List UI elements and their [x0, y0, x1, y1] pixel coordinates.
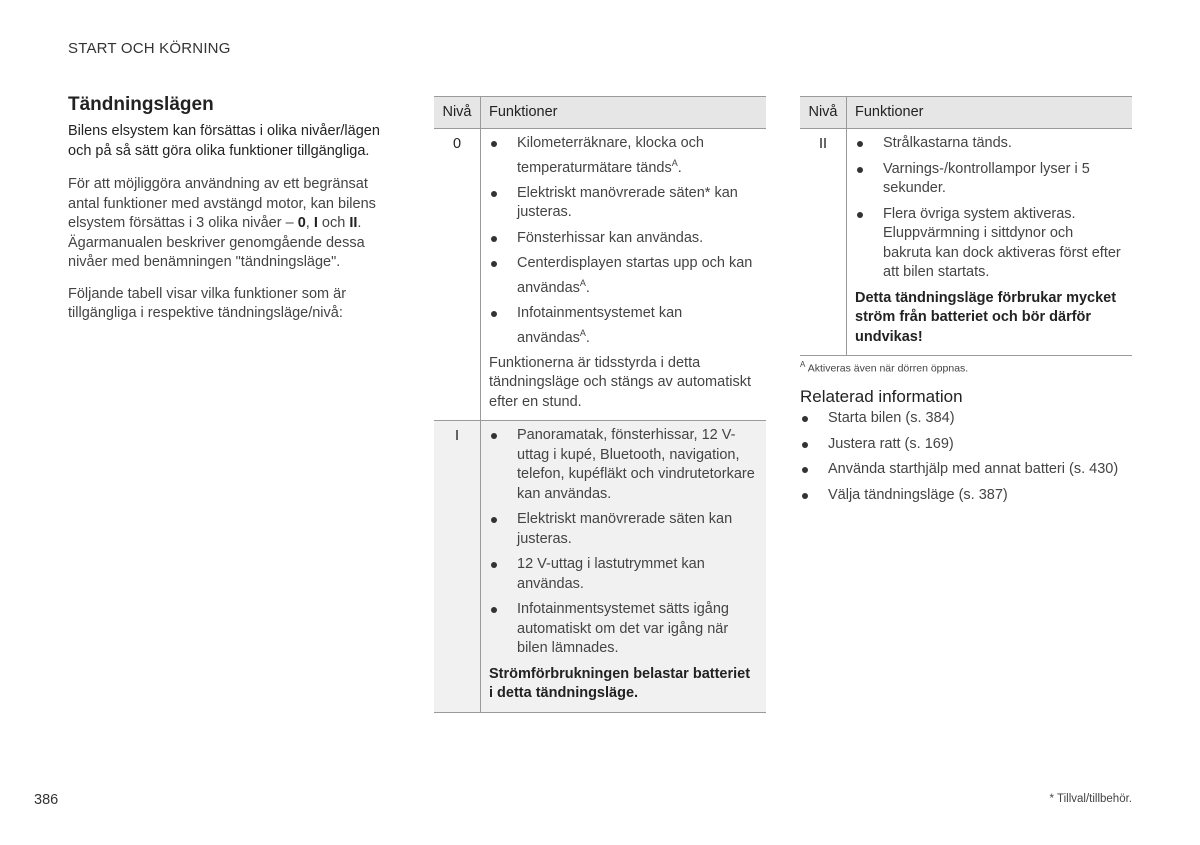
footnote-mark: A [579, 277, 586, 288]
level-2-label: II [349, 215, 358, 231]
level-cell: I [434, 421, 481, 713]
footnote-mark: A [579, 327, 586, 338]
intro-paragraph-2: Följande tabell visar vilka funktioner som är tillgängliga i respektive tändningsläge/nivå: [68, 285, 347, 321]
table-header-row [800, 97, 1132, 129]
item-text: 12 V-uttag i lastutrymmet kan användas. [517, 556, 705, 592]
intro-paragraph-1 [68, 175, 398, 273]
footnote-mark: A [800, 360, 806, 369]
item-text: Elektriskt manövrerade säten kan justeras. [517, 511, 733, 547]
related-information [800, 387, 1132, 511]
item-end: . [585, 329, 590, 346]
item-end: . [677, 159, 682, 176]
related-link[interactable]: Justera ratt (s. 169) [800, 435, 1132, 455]
list-item [489, 304, 758, 348]
item-text: Kilometerräknare, klocka och temperaturmätare tänds [517, 135, 704, 176]
item-text: Elektriskt manövrerade säten* kan justeras. [517, 184, 738, 221]
item-text: Centerdisplayen startas upp och kan användas [517, 255, 753, 296]
intro-column [68, 94, 398, 336]
list-item [489, 134, 758, 178]
item-text: Varnings-/kontrollampor lyser i 5 sekunder. [883, 160, 1090, 196]
column-header-functions: Funktioner [481, 97, 767, 129]
list-item [489, 184, 758, 223]
item-text: Infotainmentsystemet kan användas [517, 305, 683, 346]
level-cell: II [800, 129, 847, 356]
list-item [855, 205, 1124, 283]
list-item [489, 600, 758, 659]
related-link[interactable]: Starta bilen (s. 384) [800, 409, 1132, 429]
ignition-table-2 [800, 96, 1132, 356]
table-row [434, 421, 766, 713]
function-list [855, 134, 1124, 283]
related-link[interactable]: Använda starthjälp med annat batteri (s. 430) [800, 460, 1132, 480]
page-title: Tändningslägen [68, 94, 214, 115]
list-item [855, 160, 1124, 199]
item-text: Flera övriga system aktiveras. Eluppvärmning i sittdynor och bakruta kan dock aktiveras först efter att bilen startats. [883, 205, 1121, 280]
option-note: * Tillval/tillbehör. [1049, 793, 1132, 805]
function-list [489, 134, 758, 348]
item-end: . [585, 279, 590, 296]
list-item [489, 426, 758, 504]
column-header-functions: Funktioner [847, 97, 1133, 129]
list-item [489, 510, 758, 549]
list-item [855, 134, 1124, 154]
functions-cell [481, 421, 767, 713]
ignition-table-1 [434, 96, 766, 713]
item-text: Panoramatak, fönsterhissar, 12 V-uttag i kupé, Bluetooth, navigation, telefon, kupéfläkt och vindrutetorkare kan användas. [517, 427, 755, 502]
separator: , [305, 215, 310, 231]
related-link[interactable]: Välja tändningsläge (s. 387) [800, 486, 1132, 506]
column-header-level: Nivå [800, 97, 847, 129]
footnote-mark: A [671, 157, 678, 168]
table-footnote [800, 360, 968, 375]
row-note: Funktionerna är tidsstyrda i detta tändningsläge och stängs av automatiskt efter en stund. [489, 354, 751, 410]
table-header-row [434, 97, 766, 129]
level-cell: 0 [434, 129, 481, 421]
intro-paragraph-1-end: . Ägarmanualen beskriver genomgående dessa nivåer med benämningen "tändningsläge". [68, 215, 365, 270]
table-row [800, 129, 1132, 356]
related-links [800, 409, 1132, 505]
and-word: och [321, 215, 346, 231]
row-warning: Detta tändningsläge förbrukar mycket ström från batteriet och bör därför undvikas! [855, 289, 1117, 345]
item-text: Infotainmentsystemet sätts igång automatiskt om det var igång när bilen lämnades. [517, 601, 729, 657]
column-header-level: Nivå [434, 97, 481, 129]
related-title: Relaterad information [800, 387, 963, 406]
function-list [489, 426, 758, 659]
item-text: Strålkastarna tänds. [883, 135, 1012, 151]
functions-cell [481, 129, 767, 421]
level-1-label: I [313, 215, 318, 231]
table-row [434, 129, 766, 421]
intro-paragraph-1-text: För att möjliggöra användning av ett begränsat antal funktioner med avstängd motor, kan bilens elsystem försättas i 3 olika nivåer – [68, 176, 376, 231]
item-text: Fönsterhissar kan användas. [517, 229, 704, 246]
functions-cell [847, 129, 1133, 356]
list-item [489, 555, 758, 594]
level-0-label: 0 [297, 215, 306, 231]
footnote-text: Aktiveras även när dörren öppnas. [807, 362, 969, 375]
section-header: START OCH KÖRNING [68, 40, 231, 57]
row-warning: Strömförbrukningen belastar batteriet i detta tändningsläge. [489, 665, 751, 702]
list-item [489, 229, 758, 249]
page-number: 386 [34, 792, 59, 808]
intro-lead: Bilens elsystem kan försättas i olika nivåer/lägen och på så sätt göra olika funktioner tillgängliga. [68, 123, 380, 159]
list-item [489, 254, 758, 298]
